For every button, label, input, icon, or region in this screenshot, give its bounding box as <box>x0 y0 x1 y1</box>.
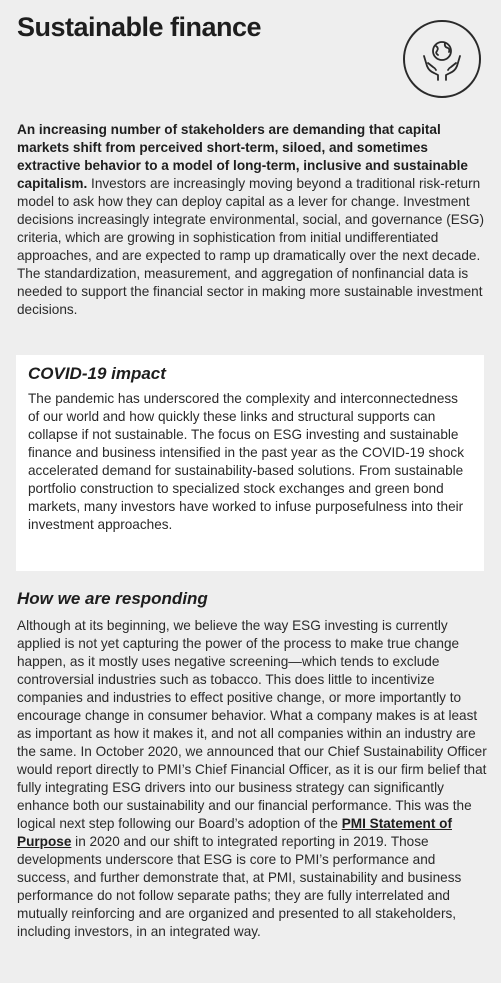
page-title: Sustainable finance <box>17 12 262 42</box>
responding-section <box>17 588 487 941</box>
intro-body: Investors are increasingly moving beyond a traditional risk-return model to ask how they can deploy capital as a lever for change. Investment decisions increasingly integrate environmental, social, and governance (ESG) criteria, which are growing in sophistication from initial undifferentiated approaches, and are expected to ramp up dramatically over the next decade. The standardization, measurement, and aggregation of nonfinancial data is needed to support the financial sector in making more sustainable investment decisions. <box>17 176 484 317</box>
responding-heading: How we are responding <box>17 589 208 608</box>
covid-impact-box <box>16 355 484 571</box>
covid-body: The pandemic has underscored the complexity and interconnectedness of our world and how quickly these links and structural supports can collapse if not sustainable. The focus on ESG investing and sustainable finance and business intensified in the past year as the COVID-19 shock accelerated demand for sustainability-based solutions. From sustainable portfolio construction to specialized stock exchanges and green bond markets, many investors have worked to infuse purposefulness into their investment approaches. <box>28 391 465 532</box>
hands-holding-globe-icon <box>403 20 481 98</box>
responding-body-part1: Although at its beginning, we believe the way ESG investing is currently applied is not yet capturing the power of the process to make true change happen, as it mostly uses negative screening—which tends to exclude controversial industries such as tobacco. This does little to incentivize companies and industries to effect positive change, or more importantly to encourage change in consumer behavior. What a company makes is at least as important as how it makes it, and not all companies within an industry are the same. In October 2020, we announced that our Chief Sustainability Officer would report directly to PMI’s Chief Financial Officer, as it is our firm belief that fully integrating ESG drivers into our business strategy can significantly enhance both our sustainability and our financial performance. This was the logical next step following our Board’s adoption of the <box>17 618 487 831</box>
responding-body <box>17 617 487 941</box>
intro-paragraph <box>17 121 487 319</box>
pmi-statement-of-purpose-link[interactable]: PMI Statement of Purpose <box>17 816 452 849</box>
covid-heading: COVID-19 impact <box>28 364 166 383</box>
intro-lead: An increasing number of stakeholders are demanding that capital markets shift from perceived short-term, siloed, and sometimes extractive behavior to a model of long-term, inclusive and sustainable capitalism. <box>17 122 468 191</box>
responding-body-part2: in 2020 and our shift to integrated reporting in 2019. Those developments underscore that ESG is core to PMI’s performance and success, and further demonstrate that, at PMI, sustainability and business performance do not follow separate paths; they are fully interrelated and mutually reinforcing and are organized and presented to all stakeholders, including investors, in an integrated way. <box>17 834 462 939</box>
